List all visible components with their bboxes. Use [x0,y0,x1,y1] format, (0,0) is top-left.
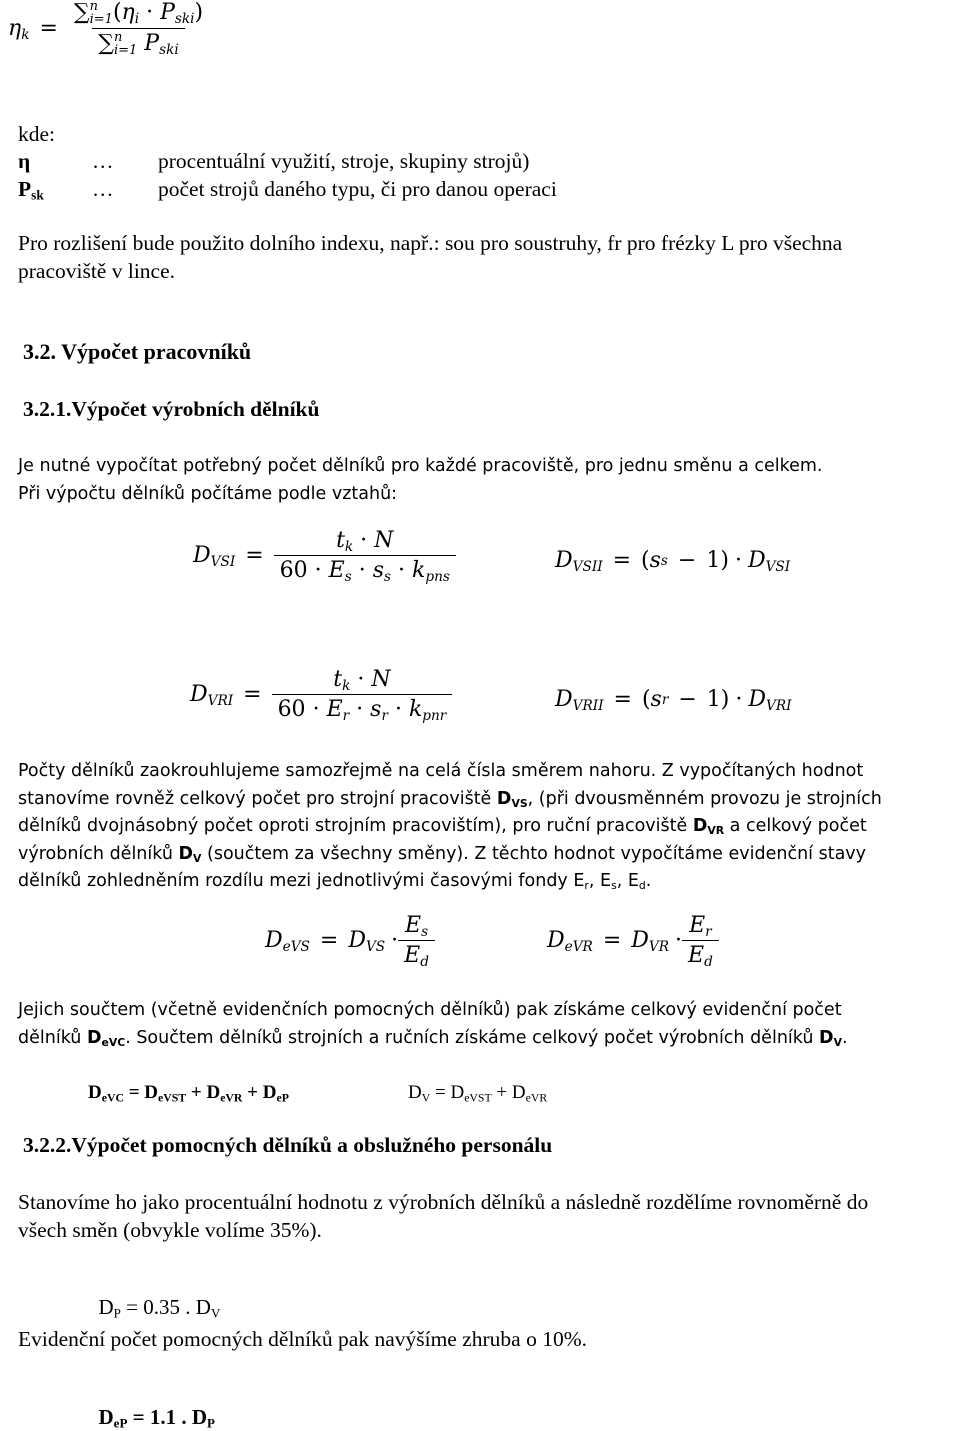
formula-devr: $D_{eVR}$ = $D_{VR}$ · $\frac{E_r}{E_d}$ [547,913,719,968]
paragraph-evid: Evidenční počet pomocných dělníků pak navýšíme zhruba o 10%. [18,1327,587,1351]
heading-3-2-2: 3.2.2.Výpočet pomocných dělníků a obslužného personálu [23,1133,553,1157]
legend-symbol: η [18,149,31,173]
equation-dp: $D_P = 0.35$ . $D_V$ [98,1295,221,1321]
paragraph-rounding: Počty dělníků zaokrouhlujeme samozřejmě na celá čísla směrem nahoru. Z vypočítaných hodnot stanovíme rovněž celkový počet pro strojní pracoviště $D_{VS}$, (při dvousměnném provozu je strojních dělníků dvojnásobný počet oproti strojním pracovištím), pro ruční pracoviště $D_{VR}$ a celkový počet výrobních dělníků $D_V$ (součtem za všechny směny). Z těchto hodnot vypočítáme evidenční stavy dělníků zohledněním rozdílu mezi jednotlivými časovými fondy $E_r$, $E_s$, $E_d$. [18,761,882,893]
heading-3-2: 3.2. Výpočet pracovníků [23,339,252,364]
formula-dvri: $D_{VRI}$ = $\frac{t_k \cdot N}{60 \cdot E_r \cdot s_r \cdot k_{pnr}}$ [190,667,452,722]
eta-fraction [68,0,209,57]
eta-denominator: ∑ n i=1 $P_{ski}$ [92,28,184,57]
legend-item-eta: η … procentuální využití, stroje, skupiny strojů) [18,149,530,173]
eta-equals: = [39,16,58,41]
legend-intro: kde: [18,122,56,146]
formula-dvrii: $D_{VRII}$ = ( s r − 1 ) · $D_{VRI}$ [555,687,792,714]
paragraph-aux: Stanovíme ho jako procentuální hodnotu z výrobních dělníků a následně rozdělíme rovnoměrně do všech směn (obvykle volíme 35%). [18,1190,869,1242]
eta-numerator: ∑ n i=1 $(\eta_i \cdot P_{ski})$ [73,0,204,27]
equation-devc: $D_{eVC} = D_{eVST} + D_{eVR} + D_{eP}$ [88,1082,289,1105]
formula-dvsii: $D_{VSII}$ = ( s s − 1 ) · $D_{VSI}$ [555,548,791,575]
formula-dvsi: $D_{VSI}$ = $\frac{t_k \cdot N}{60 \cdot E_s \cdot s_s \cdot k_{pns}}$ [193,528,456,583]
legend-symbol: $P_{sk}$ [18,177,44,203]
heading-3-2-1: 3.2.1.Výpočet výrobních dělníků [23,397,320,421]
legend-list [18,147,557,203]
formula-devs: $D_{eVS}$ = $D_{VS}$ · $\frac{E_s}{E_d}$ [265,913,435,968]
legend-item-psk: $P_{sk}$ … počet strojů daného typu, či pro danou operaci [18,177,557,203]
paragraph-index: Pro rozlišení bude použito dolního indexu, např.: sou pro soustruhy, fr pro frézky L pro všechna pracoviště v lince. [18,231,843,283]
eta-formula [8,0,209,57]
legend-text: procentuální využití, stroje, skupiny strojů) [158,149,530,173]
paragraph-sum: Jejich součtem (včetně evidenčních pomocných dělníků) pak získáme celkový evidenční počet dělníků $D_{eVC}$. Součtem dělníků strojních a ručních získáme celkový počet výrobních dělníků $D_V$. [18,1000,848,1049]
equation-dep: $D_{eP} = 1.1$ . $D_P$ [98,1405,215,1431]
equation-dv: $D_V = D_{eVST} + D_{eVR}$ [408,1082,548,1105]
legend-text: počet strojů daného typu, či pro danou operaci [158,177,557,201]
eta-lhs: $\eta_k$ [8,16,30,43]
paragraph-workers: Je nutné vypočítat potřebný počet dělníků pro každé pracoviště, pro jednu směnu a celkem. Při výpočtu dělníků počítáme podle vztahů: [18,456,823,504]
